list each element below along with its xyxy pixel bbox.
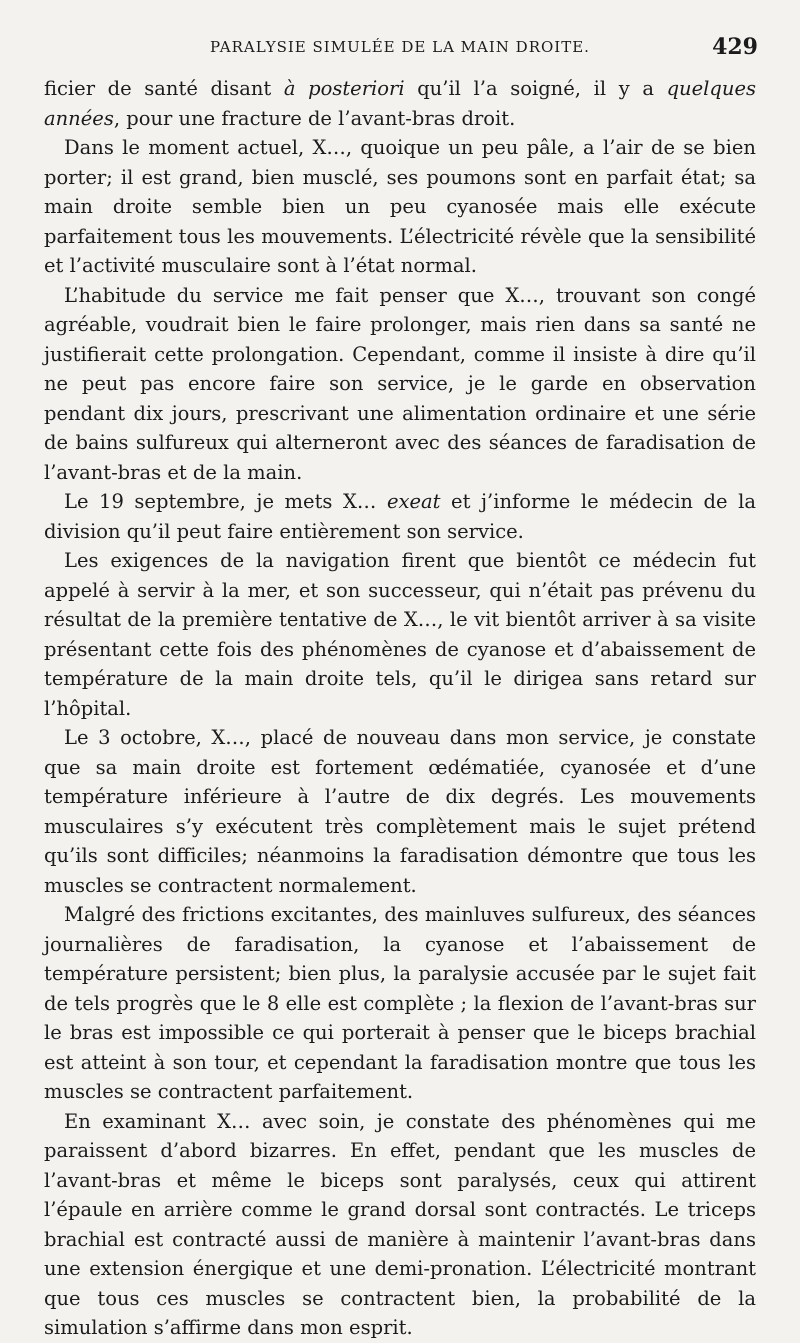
- italic-text: à posteriori: [283, 77, 405, 100]
- paragraph: [44, 487, 756, 546]
- paragraph: [44, 723, 756, 900]
- page-header: [44, 34, 756, 66]
- body-text: [44, 74, 756, 1343]
- paragraph: [44, 133, 756, 281]
- paragraph: [44, 1107, 756, 1343]
- paragraph-text: qu’il l’a soigné, il y a: [404, 77, 667, 100]
- paragraph-text: , pour une fracture de l’avant-bras droit.: [113, 106, 516, 130]
- paragraph-text: Malgré des frictions excitantes, des mainluves sulfureux, des séances journalières de faradisation, la cyanose et l’abaissement de température persistent; bien plus, la paralysie accusée par le sujet fait de tels progrès que le 8 elle est complète ; la flexion de l’avant-bras sur le bras est impossible ce qui porterait à penser que le biceps brachial est atteint à son tour, et cependant la faradisation montre que tous les muscles se contractent parfaitement.: [44, 903, 756, 1103]
- paragraph-text: Dans le moment actuel, X…, quoique un peu pâle, a l’air de se bien porter; il est grand, bien musclé, ses poumons sont en parfait état; sa main droite semble bien un peu cyanosée mais elle exécute parfaitement tous les mouvements. L’électricité révèle que la sensibilité et l’activité musculaire sont à l’état normal.: [44, 136, 756, 277]
- running-title: PARALYSIE SIMULÉE DE LA MAIN DROITE.: [210, 38, 590, 56]
- paragraph-text: En examinant X… avec soin, je constate des phénomènes qui me paraissent d’abord bizarres. En effet, pendant que les muscles de l’avant-bras et même le biceps sont paralysés, ceux qui attirent l’épaule en arrière comme le grand dorsal sont contractés. Le triceps brachial est contracté aussi de manière à maintenir l’avant-bras dans une extension énergique et une demi-pronation. L’électricité montrant que tous ces muscles se contractent bien, la probabilité de la simulation s’affirme dans mon esprit.: [44, 1109, 756, 1339]
- paragraph: [44, 281, 756, 488]
- page-number: 429: [712, 34, 758, 60]
- paragraph-text: L’habitude du service me fait penser que X…, trouvant son congé agréable, voudrait bien le faire prolonger, mais rien dans sa santé ne justifierait cette prolongation. Cependant, comme il insiste à dire qu’il ne peut pas encore faire son service, je le garde en observation pendant dix jours, prescrivant une alimentation ordinaire et une série de bains sulfureux qui alterneront avec des séances de faradisation de l’avant-bras et de la main.: [44, 283, 756, 484]
- paragraph: [44, 74, 756, 133]
- paragraph-text: ficier de santé disant: [44, 77, 284, 100]
- paragraph-text: Les exigences de la navigation firent que bientôt ce médecin fut appelé à servir à la mer, et son successeur, qui n’était pas prévenu du résultat de la première tentative de X…, le vit bientôt arriver à sa visite présentant cette fois des phénomènes de cyanose et d’abaissement de température de la main droite tels, qu’il le dirigea sans retard sur l’hôpital.: [44, 549, 756, 720]
- paragraph-text: Le 19 septembre, je mets X…: [64, 490, 387, 513]
- paragraph: [44, 900, 756, 1107]
- italic-text: quelques années: [44, 77, 756, 130]
- italic-text: exeat: [386, 490, 441, 513]
- paragraph-text: Le 3 octobre, X…, placé de nouveau dans mon service, je constate que sa main droite est fortement œdématiée, cyanosée et d’une température inférieure à l’autre de dix degrés. Les mouvements musculaires s’y exécutent très complètement mais le sujet prétend qu’ils sont difficiles; néanmoins la faradisation démontre que tous les muscles se contractent normalement.: [44, 726, 756, 897]
- paragraph: [44, 546, 756, 723]
- paragraph-text: et j’informe le médecin de la division qu’il peut faire entièrement son service.: [44, 490, 756, 543]
